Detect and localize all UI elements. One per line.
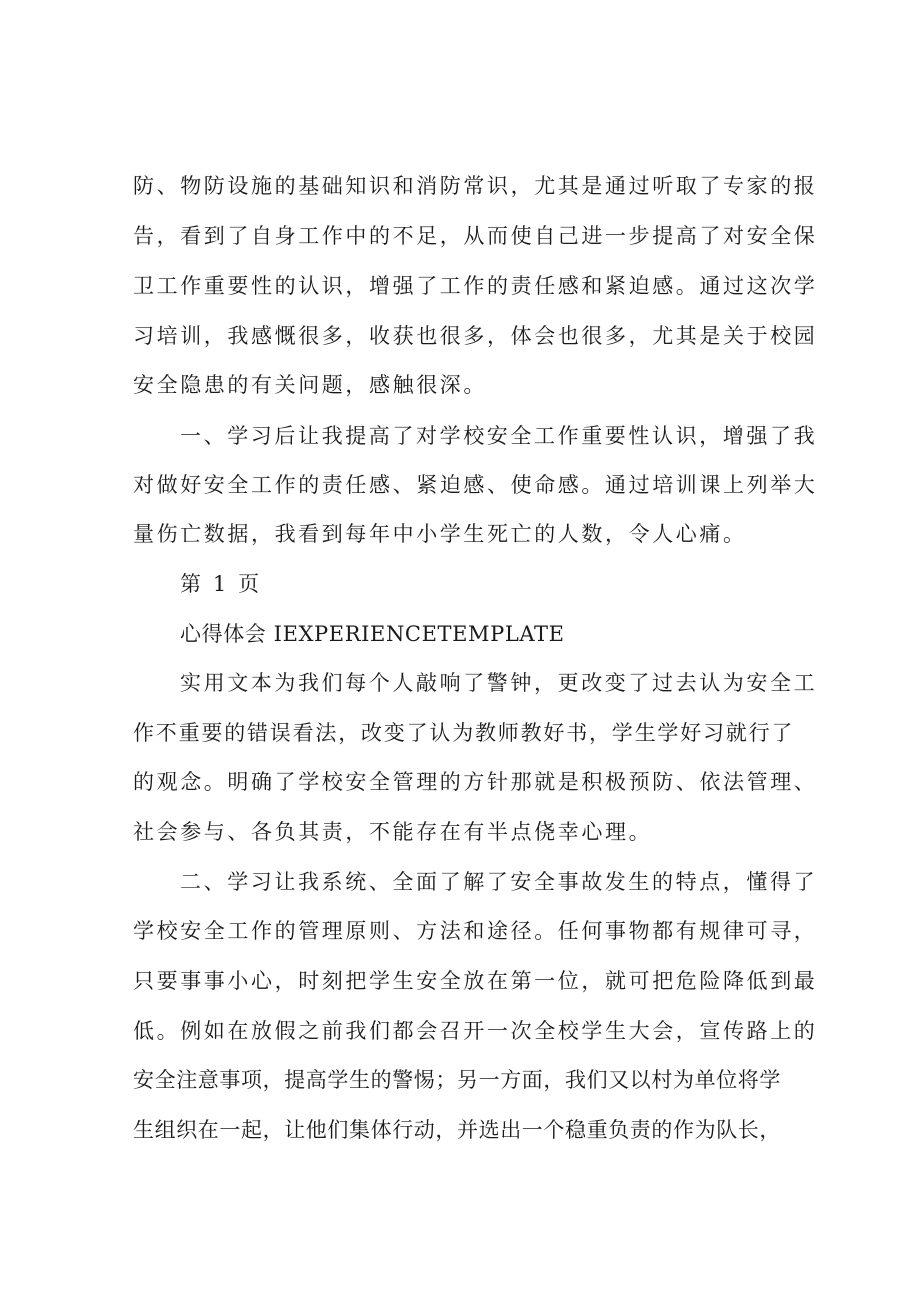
text-line: 一、学习后让我提高了对学校安全工作重要性认识，增强了我 xyxy=(180,424,818,448)
text-line: 的观念。明确了学校安全管理的方针那就是积极预防、依法管理、 xyxy=(133,770,818,794)
text-line: 告，看到了自身工作中的不足，从而使自己进一步提高了对安全保 xyxy=(133,224,818,248)
text-line: 卫工作重要性的认识，增强了工作的责任感和紧迫感。通过这次学 xyxy=(133,274,818,298)
text-line: 低。例如在放假之前我们都会召开一次全校学生大会，宣传路上的 xyxy=(133,1019,818,1043)
text-line: 作不重要的错误看法，改变了认为教师教好书，学生学好习就行了 xyxy=(133,721,795,745)
text-line: 二、学习让我系统、全面了解了安全事故发生的特点，懂得了 xyxy=(180,870,818,894)
text-line: 对做好安全工作的责任感、紧迫感、使命感。通过培训课上列举大 xyxy=(133,473,818,497)
text-line: 量伤亡数据，我看到每年中小学生死亡的人数，令人心痛。 xyxy=(133,522,747,546)
text-line: 生组织在一起，让他们集体行动，并选出一个稳重负责的作为队长， xyxy=(133,1118,781,1142)
text-line: 只要事事小心，时刻把学生安全放在第一位，就可把危险降低到最 xyxy=(133,969,818,993)
text-line: 学校安全工作的管理原则、方法和途径。任何事物都有规律可寻， xyxy=(133,919,818,943)
text-line: 实用文本为我们每个人敲响了警钟，更改变了过去认为安全工 xyxy=(180,671,818,695)
text-line: 安全注意事项，提高学生的警惕；另一方面，我们又以村为单位将学 xyxy=(133,1068,781,1092)
text-line: 社会参与、各负其责，不能存在有半点侥幸心理。 xyxy=(133,820,653,844)
text-line: 安全隐患的有关问题，感触很深。 xyxy=(133,373,487,397)
header-title: 心得体会 IEXPERIENCETEMPLATE xyxy=(180,622,565,646)
page-marker: 第 1 页 xyxy=(180,572,262,596)
text-line: 习培训，我感慨很多，收获也很多，体会也很多，尤其是关于校园 xyxy=(133,324,818,348)
text-line: 防、物防设施的基础知识和消防常识，尤其是通过听取了专家的报 xyxy=(133,174,818,198)
